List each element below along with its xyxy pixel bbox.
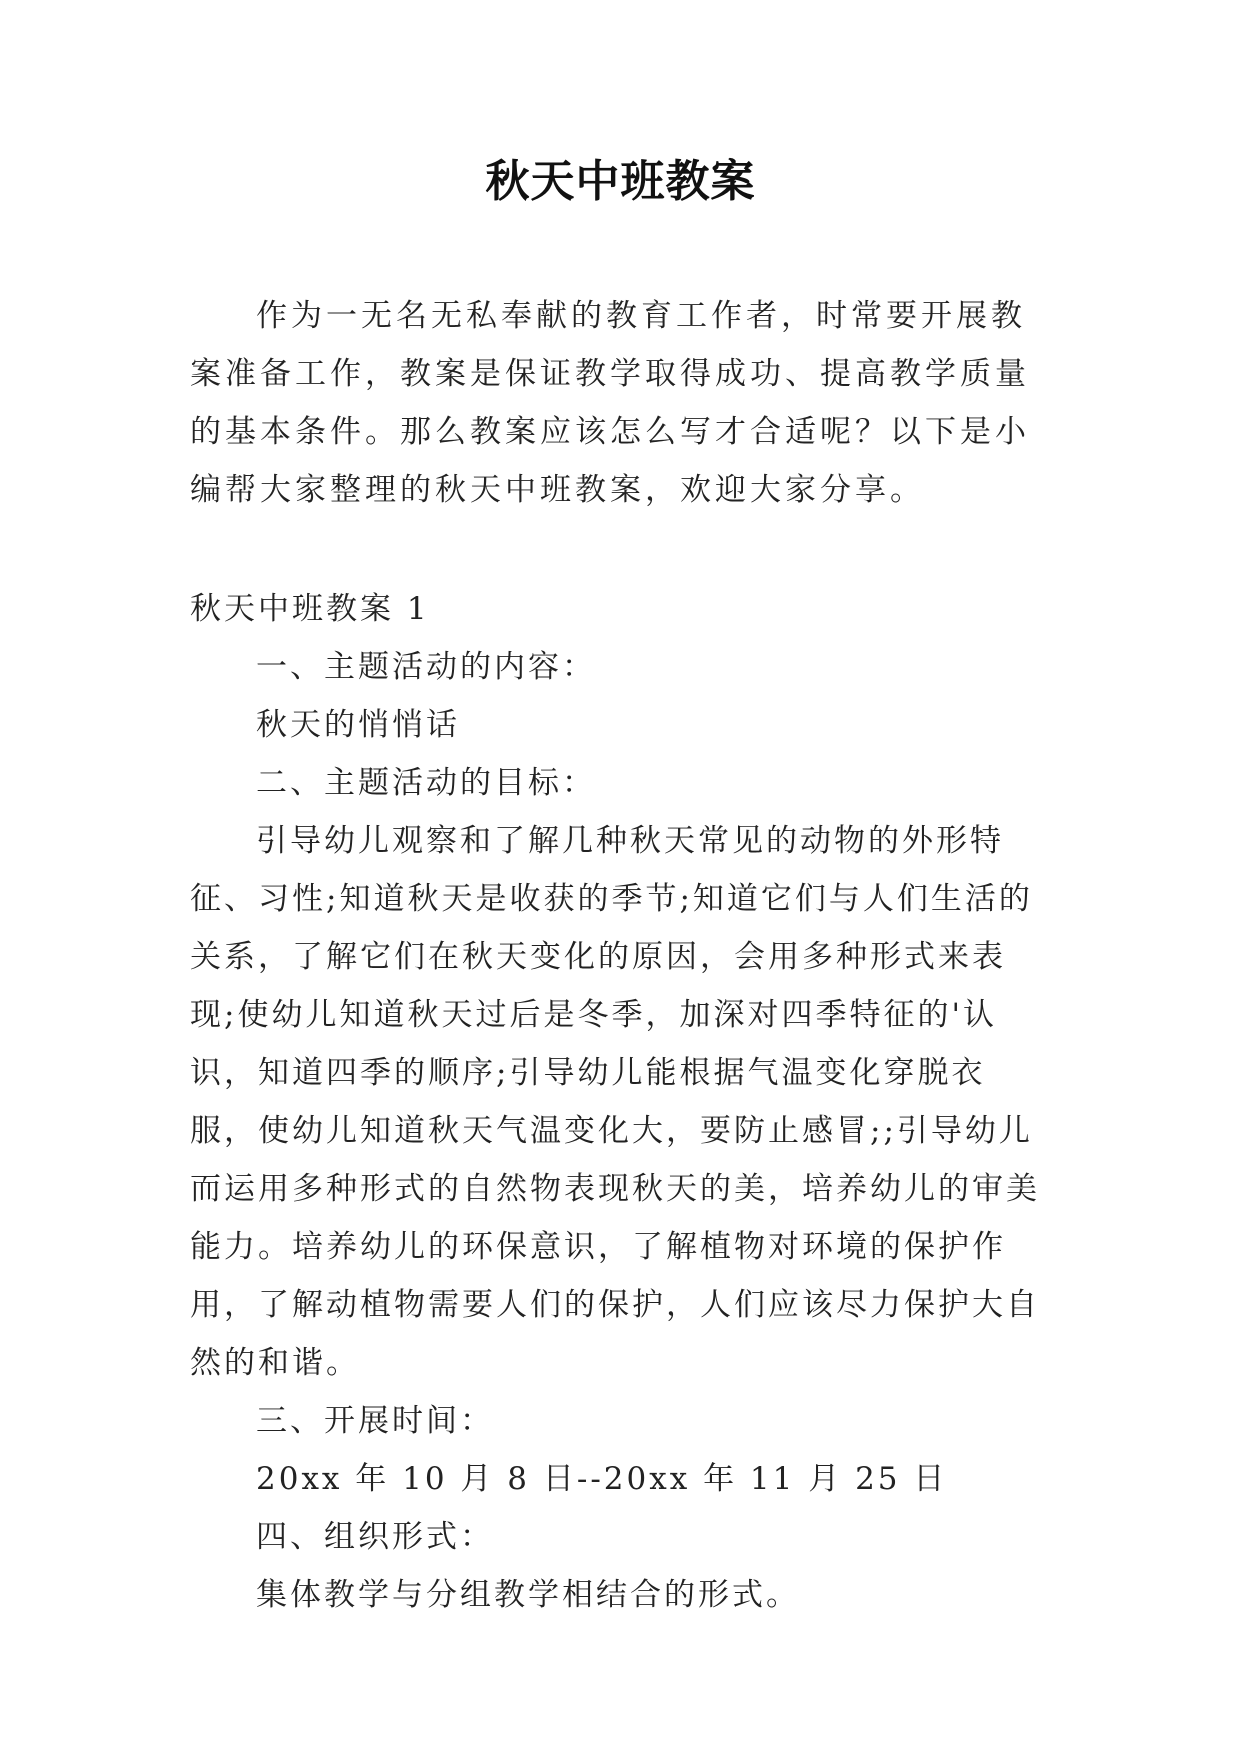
document-title: 秋天中班教案	[485, 156, 756, 207]
time-range-text: 20xx 年 10 月 8 日--20xx 年 11 月 25 日	[256, 1461, 948, 1497]
goals-paragraph: 引导幼儿观察和了解几种秋天常见的动物的外形特征、习性;知道秋天是收获的季节;知道它们与人们生活的关系，了解它们在秋天变化的原因，会用多种形式来表现;使幼儿知道秋天过后是冬季，加深对四季特征的'认识，知道四季的顺序;引导幼儿能根据气温变化穿脱衣服，使幼儿知道秋天气温变化大，要防止感冒;;引导幼儿而运用多种形式的自然物表现秋天的美，培养幼儿的审美能力。培养幼儿的环保意识，了解植物对环境的保护作用，了解动植物需要人们的保护，人们应该尽力保护大自然的和谐。	[190, 823, 1040, 1381]
section-body	[190, 638, 1060, 1624]
section-heading: 秋天中班教案 1	[190, 591, 430, 627]
subheading-format: 四、组织形式：	[256, 1519, 494, 1555]
activity-theme-text: 秋天的悄悄话	[256, 707, 460, 743]
format-text: 集体教学与分组教学相结合的形式。	[256, 1577, 800, 1613]
intro-paragraph: 作为一无名无私奉献的教育工作者，时常要开展教案准备工作，教案是保证教学取得成功、提高教学质量的基本条件。那么教案应该怎么写才合适呢？以下是小编帮大家整理的秋天中班教案，欢迎大家分享。	[190, 298, 1030, 508]
subheading-content: 一、主题活动的内容：	[256, 649, 596, 685]
subheading-goals: 二、主题活动的目标：	[256, 765, 596, 801]
subheading-time: 三、开展时间：	[256, 1403, 494, 1439]
